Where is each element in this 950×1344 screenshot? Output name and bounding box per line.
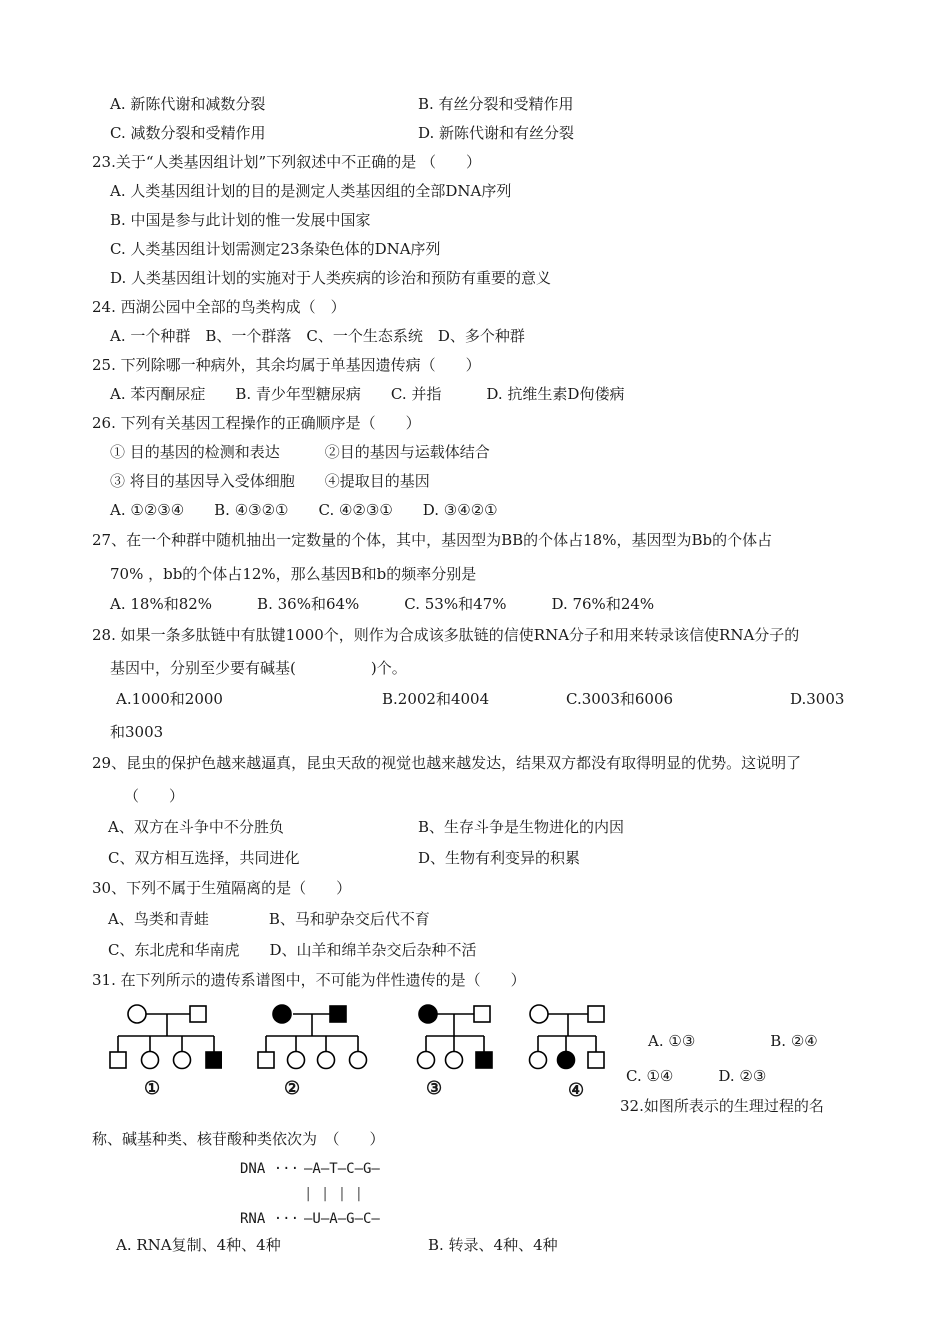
question-31-options-cd: C. ①④ D. ②③	[626, 1067, 767, 1085]
question-24-options: A. 一个种群 B、一个群落 C、一个生态系统 D、多个种群	[110, 327, 525, 345]
pedigree-2-daughter	[318, 1052, 335, 1069]
question-30-options-cd: C、东北虎和华南虎 D、山羊和绵羊杂交后杂种不活	[108, 941, 477, 959]
question-25: 25. 下列除哪一种病外，其余均属于单基因遗传病（ ）	[92, 356, 481, 374]
question-27-cont: 70% ，bb的个体占12%，那么基因B和b的频率分别是	[110, 565, 477, 583]
question-23-option-b: B. 中国是参与此计划的惟一发展中国家	[110, 211, 371, 229]
pedigree-4-son	[588, 1052, 604, 1068]
question-23-option-d: D. 人类基因组计划的实施对于人类疾病的诊治和预防有重要的意义	[110, 269, 552, 287]
option-b: B. 有丝分裂和受精作用	[418, 95, 574, 113]
question-29-option-c: C、双方相互选择，共同进化	[108, 849, 300, 867]
pedigree-label: ④	[568, 1080, 585, 1101]
pedigree-3-affected-son	[476, 1052, 492, 1068]
dna-label: DNA ···	[240, 1161, 300, 1177]
question-23-option-a: A. 人类基因组计划的目的是测定人类基因组的全部DNA序列	[110, 182, 512, 200]
question-30-options-ab: A、鸟类和青蛙 B、马和驴杂交后代不育	[108, 910, 430, 928]
question-31-options-ab: A. ①③ B. ②④	[648, 1032, 818, 1050]
pedigree-1-son	[110, 1052, 126, 1068]
base-pair-bonds: | | | |	[304, 1186, 364, 1202]
option-d: D. 新陈代谢和有丝分裂	[418, 124, 575, 142]
question-29-paren: （ ）	[124, 787, 185, 805]
pedigree-2-affected-father	[330, 1006, 346, 1022]
pedigree-1-daughter	[142, 1052, 159, 1069]
question-28-option-d-cont: 和3003	[110, 723, 164, 741]
question-24: 24. 西湖公园中全部的鸟类构成（ ）	[92, 298, 346, 316]
question-27-options: A. 18%和82% B. 36%和64% C. 53%和47% D. 76%和24%	[110, 595, 655, 613]
pedigree-label: ③	[426, 1078, 443, 1099]
pedigree-label: ②	[284, 1078, 301, 1099]
question-28-option-a: A.1000和2000	[116, 690, 223, 708]
pedigree-3-father	[474, 1006, 490, 1022]
question-29-option-a: A、双方在斗争中不分胜负	[108, 818, 284, 836]
pedigree-3	[412, 998, 530, 1102]
question-27: 27、在一个种群中随机抽出一定数量的个体，其中，基因型为BB的个体占18%，基因型为Bb的个体占	[92, 531, 773, 549]
pedigree-1-father	[190, 1006, 206, 1022]
option-c: C. 减数分裂和受精作用	[110, 124, 266, 142]
question-28-option-d: D.3003	[790, 690, 845, 708]
question-26-steps-1: ① 目的基因的检测和表达 ②目的基因与运载体结合	[110, 443, 490, 461]
question-23-option-c: C. 人类基因组计划需测定23条染色体的DNA序列	[110, 240, 441, 258]
rna-label: RNA ···	[240, 1211, 300, 1227]
pedigree-2-daughter	[288, 1052, 305, 1069]
question-29: 29、昆虫的保护色越来越逼真，昆虫天敌的视觉也越来越发达，结果双方都没有取得明显的优势。这说明了	[92, 754, 802, 772]
question-32: 32.如图所表示的生理过程的名	[620, 1097, 824, 1115]
rna-strand: —U—A—G—C—	[304, 1211, 380, 1227]
pedigree-label: ①	[144, 1078, 161, 1099]
pedigree-2-daughter	[350, 1052, 367, 1069]
pedigree-1-daughter	[174, 1052, 191, 1069]
pedigree-1-affected-son	[206, 1052, 222, 1068]
question-28-cont: 基因中，分别至少要有碱基( )个。	[110, 659, 407, 677]
question-28: 28. 如果一条多肽链中有肽键1000个，则作为合成该多肽链的信使RNA分子和用来转录该信使RNA分子的	[92, 626, 800, 644]
pedigree-2-son	[258, 1052, 274, 1068]
question-25-options: A. 苯丙酮尿症 B. 青少年型糖尿病 C. 并指 D. 抗维生素D佝偻病	[110, 385, 625, 403]
question-29-option-d: D、生物有利变异的积累	[418, 849, 581, 867]
pedigree-4-father	[588, 1006, 604, 1022]
pedigree-4-affected-daughter	[558, 1052, 575, 1069]
question-32-option-b: B. 转录、4种、4种	[428, 1236, 558, 1254]
dna-strand: —A—T—C—G—	[304, 1161, 380, 1177]
question-32-option-a: A. RNA复制、4种、4种	[116, 1236, 281, 1254]
question-28-option-b: B.2002和4004	[382, 690, 490, 708]
question-30: 30、下列不属于生殖隔离的是（ ）	[92, 879, 352, 897]
question-26-options: A. ①②③④ B. ④③②① C. ④②③① D. ③④②①	[110, 501, 498, 519]
option-a: A. 新陈代谢和减数分裂	[110, 95, 266, 113]
question-28-option-c: C.3003和6006	[566, 690, 674, 708]
pedigree-4	[526, 998, 644, 1102]
question-26: 26. 下列有关基因工程操作的正确顺序是（ ）	[92, 414, 421, 432]
question-23: 23.关于“人类基因组计划”下列叙述中不正确的是 （ ）	[92, 153, 481, 171]
question-26-steps-2: ③ 将目的基因导入受体细胞 ④提取目的基因	[110, 472, 430, 490]
question-32-cont: 称、碱基种类、核苷酸种类依次为 （ ）	[92, 1130, 385, 1148]
pedigree-3-daughter	[418, 1052, 435, 1069]
pedigree-1-mother	[128, 1005, 146, 1023]
question-29-option-b: B、生存斗争是生物进化的内因	[418, 818, 625, 836]
pedigree-3-daughter	[446, 1052, 463, 1069]
pedigree-4-mother	[530, 1005, 548, 1023]
pedigree-2-affected-mother	[273, 1005, 291, 1023]
pedigree-4-daughter	[530, 1052, 547, 1069]
pedigree-2	[252, 998, 370, 1102]
pedigree-3-affected-mother	[419, 1005, 437, 1023]
question-31: 31. 在下列所示的遗传系谱图中，不可能为伴性遗传的是（ ）	[92, 971, 526, 989]
pedigree-1	[104, 998, 222, 1102]
